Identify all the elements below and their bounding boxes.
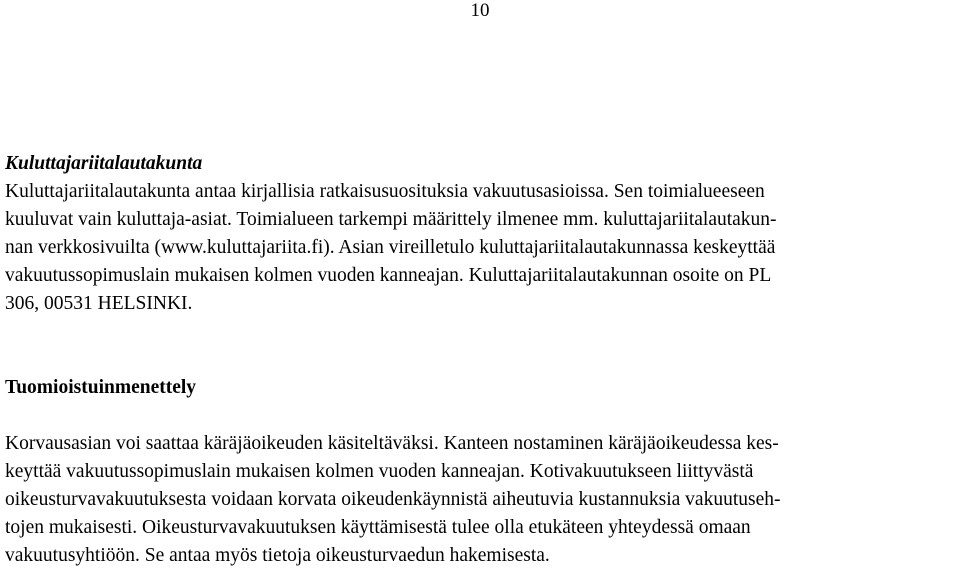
page-number: 10 [470, 0, 490, 21]
document-body [5, 150, 955, 570]
paragraph-line: vakuutussopimuslain mukaisen kolmen vuoden kanneajan. Kuluttajariitalautakunnan osoite on PL [5, 265, 772, 286]
paragraph-line: oikeusturvavakuutuksesta voidaan korvata oikeudenkäynnistä aiheutuvia kustannuksia vakuutuseh- [5, 489, 781, 510]
paragraph-line: Korvausasian voi saattaa käräjäoikeuden käsiteltäväksi. Kanteen nostaminen käräjäoikeudessa kes- [5, 433, 779, 454]
section-paragraph-tuomioistuinmenettely [5, 430, 955, 570]
section-heading-kuluttajariitalautakunta: Kuluttajariitalautakunta [5, 153, 203, 174]
section-heading-tuomioistuinmenettely: Tuomioistuinmenettely [5, 377, 197, 398]
section-paragraph-kuluttajariitalautakunta [5, 178, 955, 318]
heading-spacer [5, 402, 955, 430]
paragraph-line: 306, 00531 HELSINKI. [5, 293, 193, 314]
paragraph-line: tojen mukaisesti. Oikeusturvavakuutuksen käyttämisestä tulee olla etukäteen yhteydessä omaan [5, 517, 751, 538]
paragraph-line: vakuutusyhtiöön. Se antaa myös tietoja oikeusturvaedun hakemisesta. [5, 545, 550, 566]
paragraph-line: kuuluvat vain kuluttaja-asiat. Toimialueen tarkempi määrittely ilmenee mm. kuluttajariitalautakun- [5, 209, 777, 230]
paragraph-line: keyttää vakuutussopimuslain mukaisen kolmen vuoden kanneajan. Kotivakuutukseen liittyvästä [5, 461, 754, 482]
paragraph-line: Kuluttajariitalautakunta antaa kirjallisia ratkaisusuosituksia vakuutusasioissa. Sen toimialueeseen [5, 181, 765, 202]
section-spacer [5, 318, 955, 374]
paragraph-line: nan verkkosivuilta (www.kuluttajariita.fi). Asian vireilletulo kuluttajariitalautakunnassa keskeyttää [5, 237, 776, 258]
